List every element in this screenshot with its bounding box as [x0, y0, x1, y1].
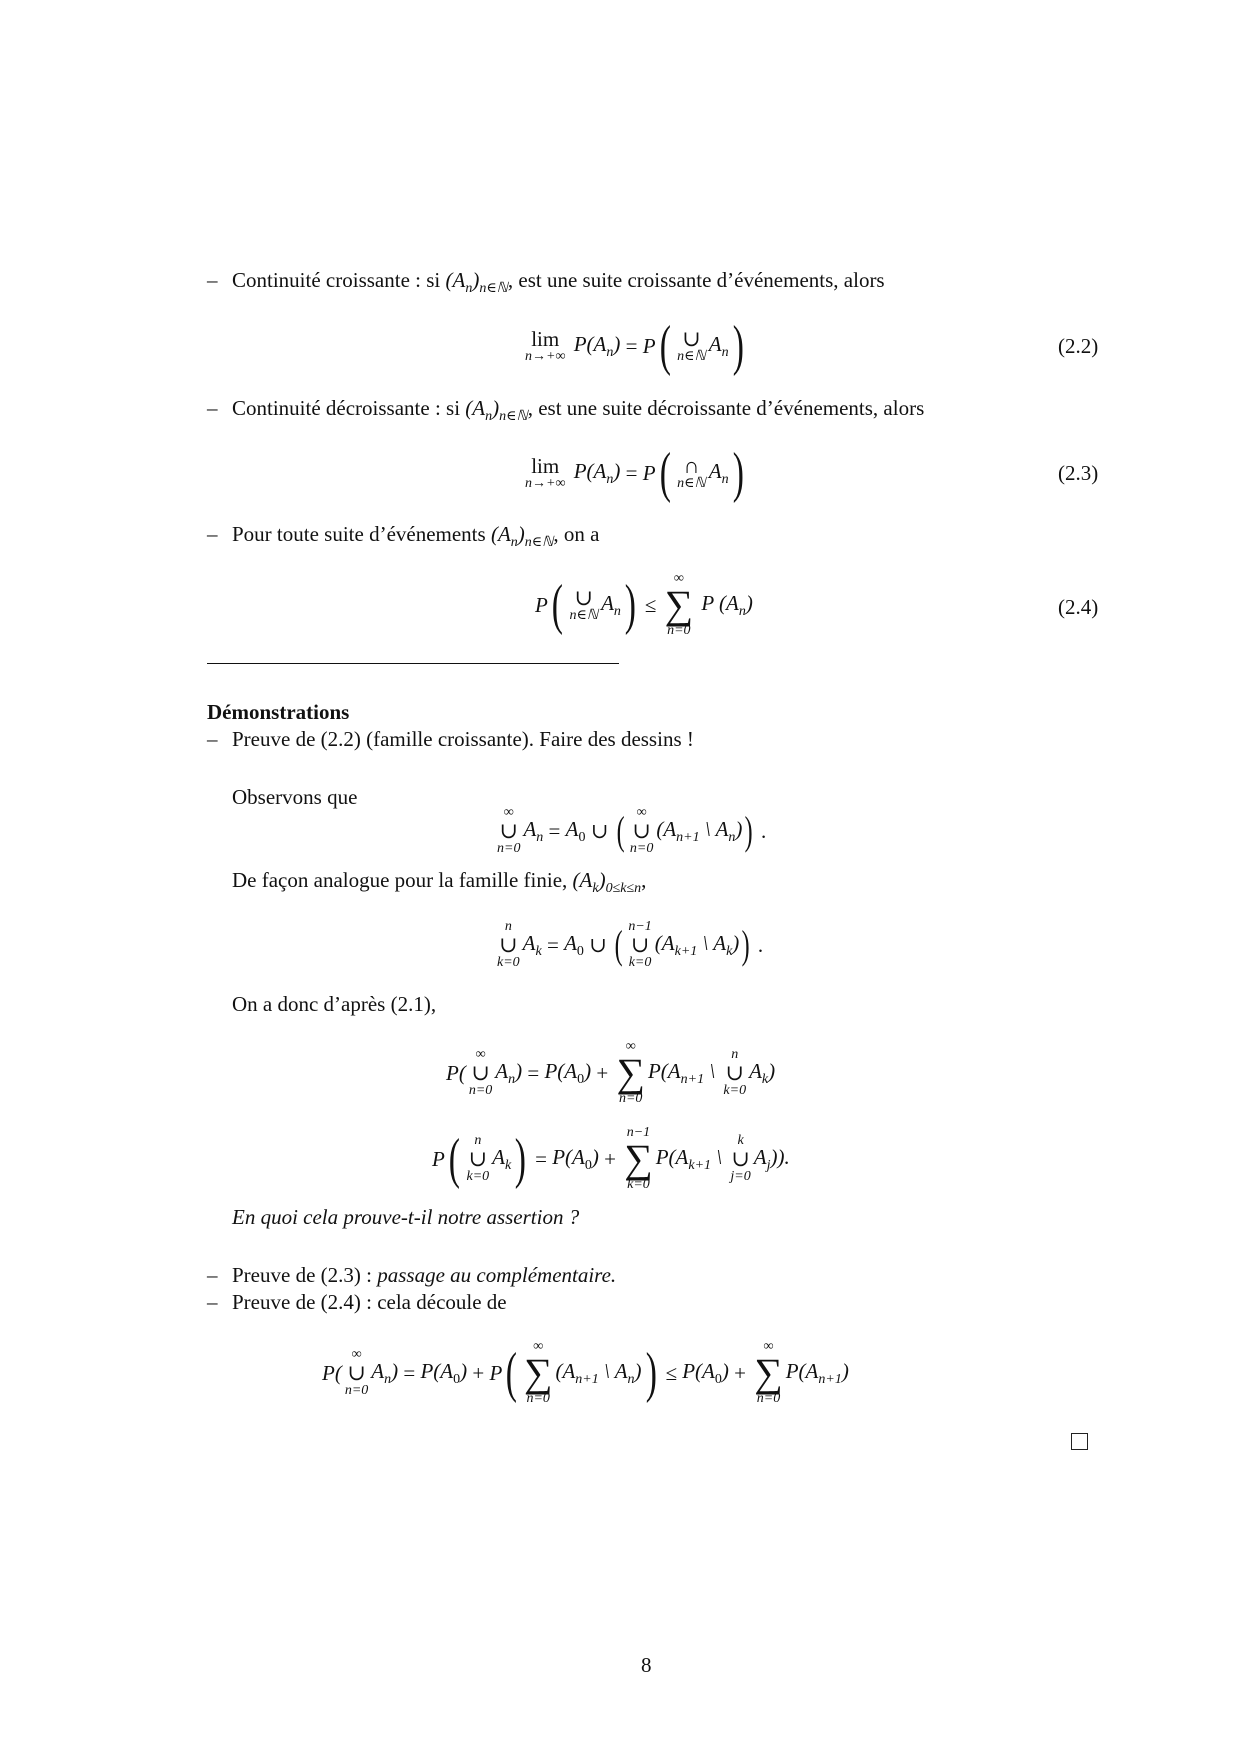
qed-box-icon: [1071, 1433, 1088, 1450]
list-item-1-text: Continuité croissante : si $(A_n)_{n\in ℕ}$, est une suite croissante d’événements, alors: [232, 268, 885, 296]
equation-2-3: lim n→+∞ $P(A_n)$ = P ( ∩ n∈ℕ $A_n$ ): [525, 442, 744, 504]
list-item-2: –: [207, 396, 218, 420]
equation-2-2: lim n→+∞ $P(A_n)$ = P ( ∪ n∈ℕ $A_n$ ): [525, 315, 744, 377]
probability-sum-finite: P ( n ∪ k=0 $A_k$ ) = $P(A_0)$ + n−1 ∑ k=0 $P(A_{k+1}$ \ k ∪ j=0 $A_j$)).: [432, 1125, 790, 1192]
final-inequality: P( ∞ ∪ n=0 $A_n$) = $P(A_0)$ + P ( ∞ ∑ n=0 ($A_{n+1}$ \ $A_n$) ) ≤ $P(A_0)$ + ∞ ∑ n=0 $P(A_{n+1})$: [322, 1339, 849, 1406]
proof-item-2: –: [207, 1263, 218, 1287]
list-item-3: –: [207, 522, 218, 546]
proof-item-1-text: Preuve de (2.2) (famille croissante). Faire des dessins !: [232, 727, 694, 751]
probability-sum-infinite: P( ∞ ∪ n=0 $A_n$) = $P(A_0)$ + ∞ ∑ n=0 $P(A_{n+1}$ \ n ∪ k=0 $A_k$): [446, 1039, 776, 1106]
equation-number-2-3: (2.3): [1058, 461, 1099, 485]
analog-text: De façon analogue pour la famille finie, $(A_k)_{0\le k\le n}$,: [232, 868, 647, 896]
section-divider: [207, 663, 619, 664]
equation-number-2-2: (2.2): [1058, 334, 1099, 358]
list-item-3-text: Pour toute suite d’événements $(A_n)_{n\in ℕ}$, on a: [232, 522, 600, 550]
proof-item-2-text: Preuve de (2.3) : passage au complémentaire.: [232, 1263, 617, 1287]
union-identity-finite: n ∪ k=0 $A_k$ = $A_0$ ∪ ( n−1 ∪ k=0 ($A_{k+1}$ \ $A_k$) ) .: [497, 919, 764, 970]
proof-item-3-text: Preuve de (2.4) : cela découle de: [232, 1290, 507, 1314]
proof-item-3: –: [207, 1290, 218, 1314]
observe-text: Observons que: [232, 785, 358, 809]
therefore-text: On a donc d’après (2.1),: [232, 992, 437, 1016]
union-identity-infinite: ∞ ∪ n=0 $A_n$ = $A_0$ ∪ ( ∞ ∪ n=0 ($A_{n+1}$ \ $A_n$) ) .: [497, 805, 767, 856]
page-number: 8: [641, 1653, 652, 1677]
list-item-1: –: [207, 268, 218, 292]
question-text: En quoi cela prouve-t-il notre assertion ?: [232, 1205, 580, 1229]
equation-number-2-4: (2.4): [1058, 595, 1099, 619]
section-heading: Démonstrations: [207, 700, 350, 724]
list-item-2-text: Continuité décroissante : si $(A_n)_{n\in ℕ}$, est une suite décroissante d’événements, alors: [232, 396, 925, 424]
equation-2-4: P ( ∪ n∈ℕ $A_n$ ) ≤ ∞ ∑ n=0 P $(A_n)$: [535, 571, 753, 638]
proof-item-1: –: [207, 727, 218, 751]
